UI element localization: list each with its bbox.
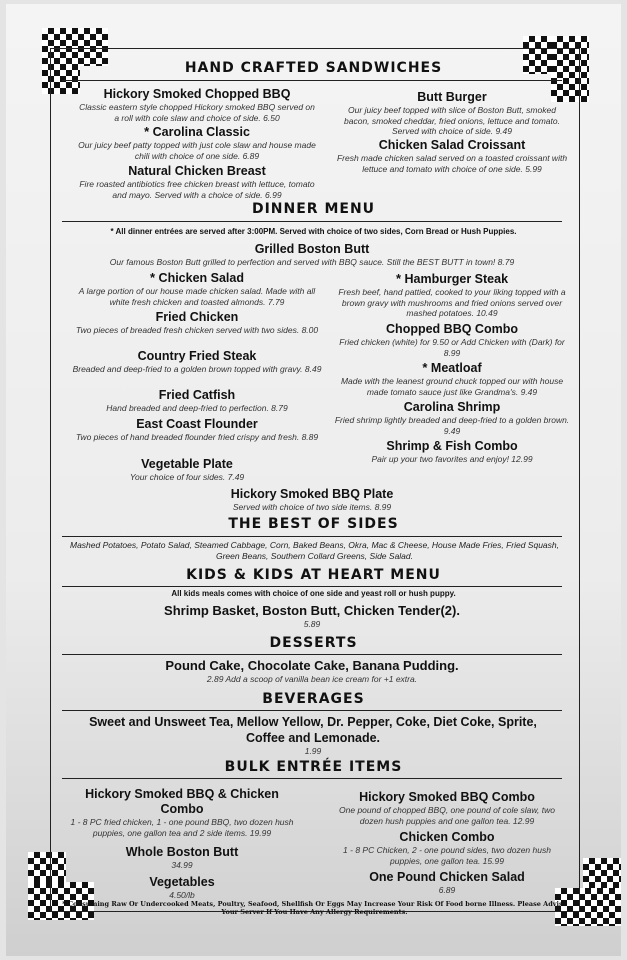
sandwich-name: Natural Chicken Breast <box>128 164 266 178</box>
bulk-desc: 6.89 <box>438 885 456 895</box>
bulk-desc: 4.50/lb <box>169 890 195 900</box>
dinner-desc: Two pieces of hand breaded flounder fried crispy and fresh. 8.89 <box>75 432 319 442</box>
dinner-name: Carolina Shrimp <box>403 400 501 414</box>
kids-rule <box>62 586 562 587</box>
bulk-name: Hickory Smoked BBQ & Chicken Combo <box>85 787 279 816</box>
beverages-line-2: Coffee and Lemonade. <box>245 731 381 745</box>
dinner-title: DINNER MENU <box>251 201 376 217</box>
dinner-desc: Fried chicken (white) for 9.50 or Add Chicken with (Dark) for 8.99 <box>339 337 565 358</box>
dinner-desc: Hand breaded and deep-fried to perfection. 8.79 <box>106 403 288 413</box>
desserts-items <box>62 658 562 685</box>
dinner-name: Grilled Boston Butt <box>254 242 370 256</box>
bulk-name: One Pound Chicken Salad <box>369 870 525 884</box>
dinner-name: Vegetable Plate <box>141 457 233 471</box>
dinner-chicken-salad <box>62 270 332 307</box>
bulk-desc: 34.99 <box>171 860 193 870</box>
dinner-shrimp-fish-combo <box>332 439 572 465</box>
disclaimer <box>62 900 567 916</box>
disclaimer-text: * Consuming Raw Or Undercooked Meats, Poultry, Seafood, Shellfish Or Eggs May Increase Your Risk Of Food borne Illness. Please Advise Your Server If You Have Any Allergy Requirements. <box>62 900 567 916</box>
dinner-carolina-shrimp <box>332 400 572 436</box>
star-marker: * <box>395 271 402 286</box>
dinner-desc: Pair up your two favorites and enjoy! 12.99 <box>371 454 533 464</box>
bulk-desc: 1 - 8 PC Chicken, 2 - one pound sides, two dozen hush puppies, one gallon tea. 15.99 <box>343 845 551 866</box>
dinner-desc: Made with the leanest ground chuck topped our with house made tomato sauce just like Grandma's. 9.49 <box>340 376 564 397</box>
dinner-desc: Fresh beef, hand pattied, cooked to your liking topped with a brown gravy with mushrooms and fried onions served over mashed potatoes. 10.49 <box>338 287 566 318</box>
dinner-country-fried-steak <box>62 349 332 375</box>
sides-rule <box>62 536 562 537</box>
bulk-hickory-bbq-combo <box>322 790 572 826</box>
sandwich-name: Chicken Salad Croissant <box>378 138 526 152</box>
star-marker: * <box>110 227 114 236</box>
dinner-hickory-bbq-plate <box>62 487 562 513</box>
sandwiches-rule <box>62 80 562 81</box>
sandwich-natural-chicken <box>62 164 332 200</box>
kids-items-text: Shrimp Basket, Boston Butt, Chicken Tender(2). <box>164 603 460 618</box>
dinner-desc: Your choice of four sides. 7.49 <box>129 472 245 482</box>
dinner-note-text: All dinner entrées are served after 3:00PM. Served with choice of two sides, Corn Bread or Hush Puppies. <box>115 227 517 236</box>
sides-title: THE BEST OF SIDES <box>228 516 399 532</box>
sandwich-chicken-salad-croissant <box>332 138 572 174</box>
kids-items <box>62 603 562 630</box>
dinner-desc: A large portion of our house made chicken salad. Made with all white fresh chicken and toasted almonds. 7.79 <box>78 286 316 307</box>
dinner-name: Fried Catfish <box>158 388 236 402</box>
beverages-rule <box>62 710 562 711</box>
dinner-hamburger-steak <box>332 271 572 319</box>
sides-text: Mashed Potatoes, Potato Salad, Steamed Cabbage, Corn, Baked Beans, Okra, Mac & Cheese, House Made Fries, Fried Squash, Green Beans, Southern Collard Greens, Side Salad. <box>69 540 559 561</box>
dinner-rule <box>62 221 562 222</box>
dinner-name: Meatloaf <box>430 361 482 375</box>
bulk-vegetables <box>62 875 302 901</box>
sandwich-desc: Our juicy beef patty topped with just cole slaw and house made chili with choice of one side. 6.89 <box>78 140 316 161</box>
sandwich-name: Hickory Smoked Chopped BBQ <box>103 87 291 101</box>
dinner-note <box>0 227 627 236</box>
dinner-name: Shrimp & Fish Combo <box>386 439 518 453</box>
sandwich-hickory-bbq <box>62 87 332 123</box>
beverages-price: 1.99 <box>304 746 322 756</box>
sandwich-name: Butt Burger <box>417 90 487 104</box>
dinner-name: Chicken Salad <box>158 271 244 285</box>
beverages-line-1: Sweet and Unsweet Tea, Mellow Yellow, Dr. Pepper, Coke, Diet Coke, Sprite, <box>89 715 537 729</box>
star-marker: * <box>144 124 150 139</box>
bulk-name: Vegetables <box>149 875 215 889</box>
dinner-grilled-boston-butt <box>62 242 562 268</box>
dinner-name: Chopped BBQ Combo <box>386 322 518 336</box>
dinner-fried-catfish <box>62 388 332 414</box>
desserts-rule <box>62 654 562 655</box>
bulk-name: Hickory Smoked BBQ Combo <box>359 790 535 804</box>
bulk-whole-boston-butt <box>62 845 302 871</box>
bulk-desc: One pound of chopped BBQ, one pound of cole slaw, two dozen hush puppies and one gallon tea. 12.99 <box>339 805 555 826</box>
dinner-desc: Breaded and deep-fried to a golden brown topped with gravy. 8.49 <box>72 364 322 374</box>
kids-price: 5.89 <box>303 619 321 629</box>
dinner-name: Hickory Smoked BBQ Plate <box>230 487 394 501</box>
sandwiches-title: HAND CRAFTED SANDWICHES <box>184 60 443 76</box>
dinner-vegetable-plate <box>62 457 312 483</box>
dinner-name: Country Fried Steak <box>137 349 257 363</box>
dinner-east-coast-flounder <box>62 417 332 443</box>
bulk-bbq-chicken-combo <box>62 787 302 838</box>
sandwich-desc: Fresh made chicken salad served on a toasted croissant with lettuce and tomato with choice of one side. 5.99 <box>336 153 568 174</box>
desserts-title: DESSERTS <box>269 635 358 651</box>
dinner-desc: Served with choice of two side items. 8.99 <box>232 502 392 512</box>
kids-title: KIDS & KIDS AT HEART MENU <box>186 567 441 583</box>
dinner-desc: Two pieces of breaded fresh chicken served with two sides. 8.00 <box>75 325 319 335</box>
beverages-title: BEVERAGES <box>262 691 365 707</box>
dinner-chopped-bbq-combo <box>332 322 572 358</box>
bulk-chicken-combo <box>322 830 572 866</box>
dinner-fried-chicken <box>62 310 332 336</box>
dinner-name: East Coast Flounder <box>136 417 258 431</box>
dinner-desc: Fried shrimp lightly breaded and deep-fried to a golden brown. 9.49 <box>334 415 570 436</box>
kids-note: All kids meals comes with choice of one side and yeast roll or hush puppy. <box>171 589 456 598</box>
beverages-items <box>58 714 568 757</box>
desserts-items-text: Pound Cake, Chocolate Cake, Banana Pudding. <box>165 658 459 673</box>
sandwich-desc: Fire roasted antibiotics free chicken breast with lettuce, tomato and mayo. Served with a choice of side. 6.99 <box>79 179 315 200</box>
bulk-name: Chicken Combo <box>399 830 495 844</box>
bulk-name: Whole Boston Butt <box>125 845 239 859</box>
star-marker: * <box>422 360 428 375</box>
sandwich-desc: Classic eastern style chopped Hickory smoked BBQ served on a roll with cole slaw and choice of side. 6.50 <box>79 102 315 123</box>
sandwich-name: Carolina Classic <box>152 125 250 139</box>
desserts-desc: 2.89 Add a scoop of vanilla bean ice cream for +1 extra. <box>206 674 418 684</box>
sandwich-butt-burger <box>332 90 572 137</box>
bulk-desc: 1 - 8 PC fried chicken, 1 - one pound BBQ, two dozen hush puppies, one gallon tea and 2 side items. 19.99 <box>70 817 294 838</box>
bulk-title: BULK ENTRÉE ITEMS <box>224 759 403 775</box>
sides-list <box>62 540 567 561</box>
dinner-desc: Our famous Boston Butt grilled to perfection and served with BBQ sauce. Still the BEST BUTT in town! 8.79 <box>109 257 515 267</box>
sandwich-carolina-classic <box>62 124 332 161</box>
dinner-meatloaf <box>332 360 572 397</box>
dinner-name: Fried Chicken <box>155 310 239 324</box>
star-marker: * <box>150 270 156 285</box>
bulk-rule <box>62 778 562 779</box>
bulk-chicken-salad <box>322 870 572 896</box>
dinner-name: Hamburger Steak <box>404 272 509 286</box>
sandwich-desc: Our juicy beef topped with slice of Boston Butt, smoked bacon, smoked cheddar, fried onions, lettuce and tomato. Served with choice of side. 9.49 <box>344 105 560 136</box>
